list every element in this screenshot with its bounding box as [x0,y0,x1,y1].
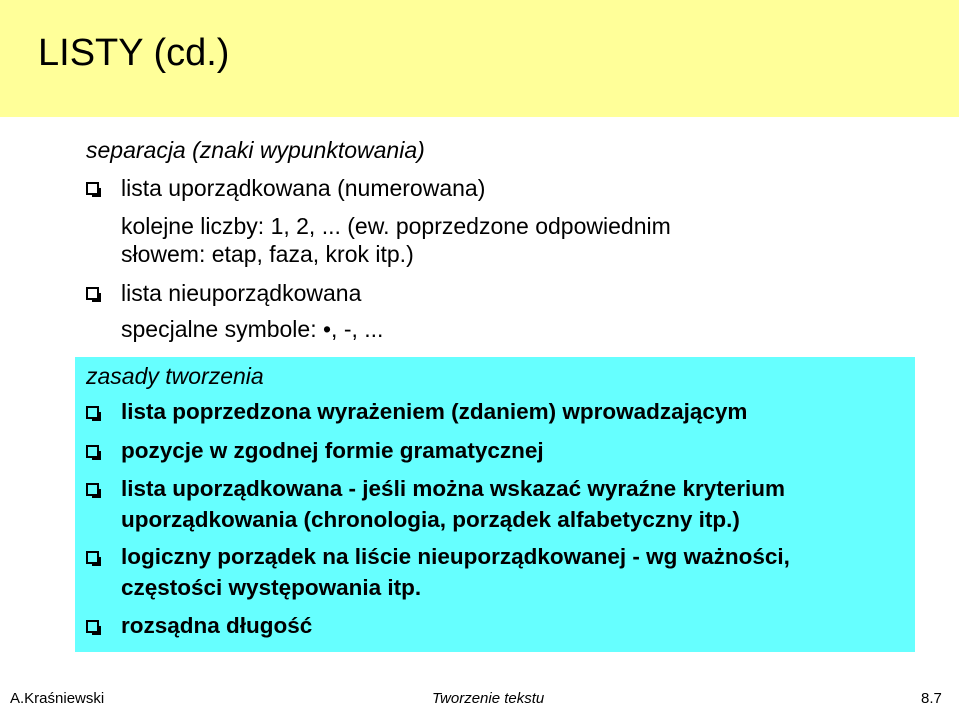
checkbox-bullet-icon [86,483,99,496]
checkbox-bullet-icon [86,620,99,633]
title-bar [0,0,959,117]
section1-item-unordered-desc: specjalne symbole: •, -, ... [121,316,384,342]
section2-heading: zasady tworzenia [86,363,264,389]
section1-heading: separacja (znaki wypunktowania) [86,137,425,163]
rule-item-continuation: częstości występowania itp. [121,575,422,600]
checkbox-bullet-icon [86,551,99,564]
section1-item-ordered-desc-line2: słowem: etap, faza, krok itp.) [121,241,414,267]
rule-item-continuation: uporządkowania (chronologia, porządek alfabetyczny itp.) [121,507,740,532]
checkbox-bullet-icon [86,182,99,195]
checkbox-bullet-icon [86,287,99,300]
section1-item-ordered-desc-line1: kolejne liczby: 1, 2, ... (ew. poprzedzone odpowiednim [121,213,671,239]
slide-title: LISTY (cd.) [38,32,230,74]
footer-page-number: 8.7 [921,690,942,707]
checkbox-bullet-icon [86,406,99,419]
footer-author: A.Kraśniewski [10,690,105,707]
checkbox-bullet-icon [86,445,99,458]
footer-course: Tworzenie tekstu [432,690,545,707]
